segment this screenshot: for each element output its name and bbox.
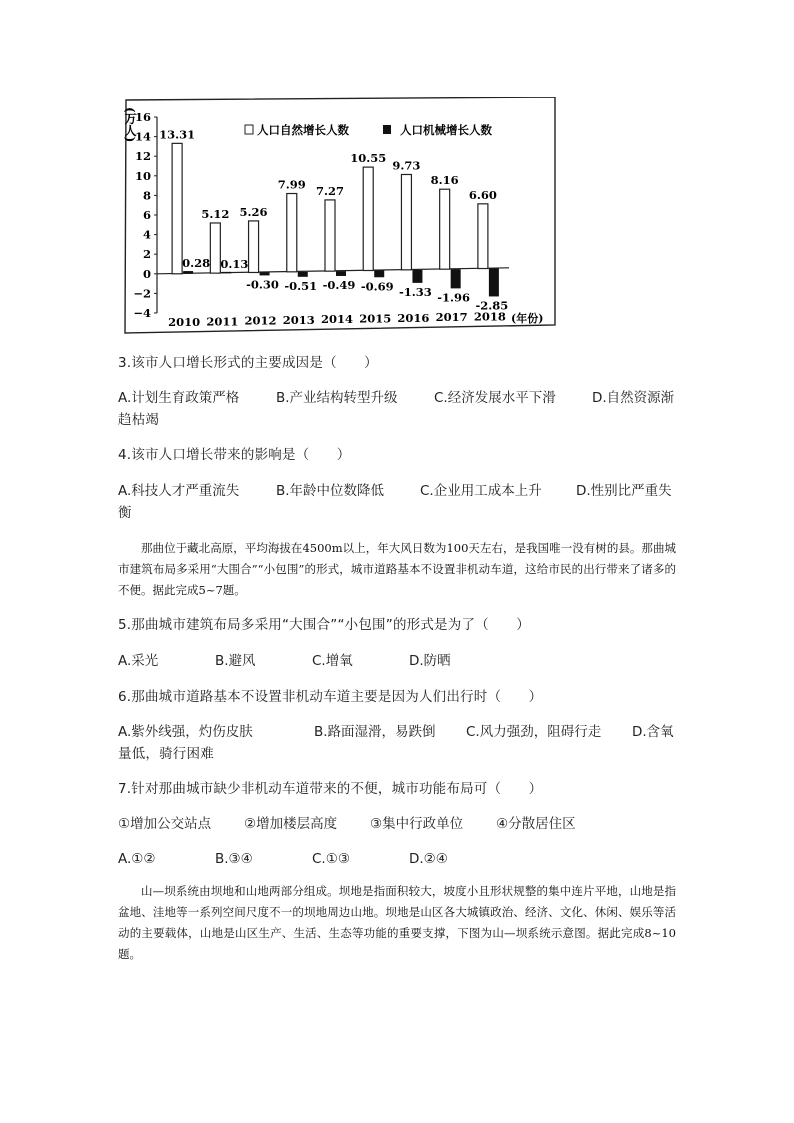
q7-option-d[interactable]: D.②④	[409, 851, 448, 867]
label-mechanical-2017: -1.96	[437, 290, 471, 305]
q3-option-b[interactable]: B.产业结构转型升级	[276, 390, 398, 406]
q7-item-1: ①增加公交站点	[118, 816, 212, 832]
passage-naqu	[118, 538, 676, 601]
label-natural-2016: 9.73	[392, 158, 421, 173]
x-tick-label-2010: 2010	[168, 315, 201, 329]
q4-option-b[interactable]: B.年龄中位数降低	[276, 483, 385, 499]
y-tick-label: 12	[134, 149, 151, 164]
x-tick-label-2015: 2015	[359, 311, 392, 326]
y-tick-label: 10	[134, 168, 151, 183]
q5-option-c[interactable]: C.增氧	[312, 653, 353, 669]
chart-svg	[117, 97, 557, 335]
y-tick-label: 14	[134, 129, 151, 144]
bar-mechanical-2018	[489, 269, 499, 297]
legend-label-mechanical: 人口机械增长人数	[400, 123, 492, 137]
q7-item-2: ②增加楼层高度	[244, 816, 338, 832]
q6-option-c[interactable]: C.风力强劲，阻碍行走	[466, 724, 602, 740]
label-natural-2018: 6.60	[468, 187, 497, 202]
x-tick-label-2014: 2014	[320, 312, 354, 327]
question-5-options	[118, 650, 678, 672]
bar-mechanical-2010	[183, 271, 193, 274]
label-mechanical-2015: -0.69	[360, 279, 394, 294]
q7-option-a[interactable]: A.①②	[118, 851, 156, 867]
question-6-stem: 6.那曲城市道路基本不设置非机动车道主要是因为人们出行时（ ）	[118, 689, 543, 705]
q5-option-b[interactable]: B.避风	[215, 653, 256, 669]
x-tick-label-2011: 2011	[206, 314, 239, 329]
population-growth-chart	[117, 97, 557, 335]
q6-option-b[interactable]: B.路面湿滑，易跌倒	[314, 724, 436, 740]
bar-mechanical-2012	[260, 272, 270, 275]
q4-option-c[interactable]: C.企业用工成本上升	[420, 483, 542, 499]
q6-option-a[interactable]: A.紫外线强，灼伤皮肤	[118, 724, 253, 740]
y-tick-label: 0	[142, 266, 151, 281]
bar-natural-2016	[401, 174, 411, 269]
question-7-options	[118, 848, 678, 870]
bar-mechanical-2016	[412, 270, 422, 283]
bar-natural-2014	[325, 200, 335, 271]
label-natural-2011: 5.12	[201, 206, 230, 221]
label-natural-2010: 13.31	[159, 127, 196, 142]
y-axis-unit-label: (万人)	[123, 107, 137, 143]
question-4-stem: 4.该市人口增长带来的影响是（ ）	[118, 447, 351, 463]
legend-swatch-natural	[245, 125, 253, 134]
label-mechanical-2014: -0.49	[322, 277, 356, 292]
bar-mechanical-2017	[451, 269, 461, 288]
x-tick-label-2016: 2016	[397, 310, 430, 325]
label-mechanical-2016: -1.33	[399, 284, 432, 299]
bar-natural-2012	[249, 221, 259, 273]
label-mechanical-2011: 0.13	[220, 256, 249, 271]
label-natural-2012: 5.26	[239, 204, 268, 219]
q7-item-4: ④分散居住区	[496, 816, 576, 832]
bar-natural-2015	[363, 167, 373, 270]
bar-natural-2017	[440, 189, 450, 269]
y-tick-label: −2	[133, 286, 151, 301]
q7-option-b[interactable]: B.③④	[215, 851, 253, 867]
q7-option-c[interactable]: C.①③	[312, 851, 350, 867]
passage-mountain-dam	[118, 881, 676, 965]
q7-item-3: ③集中行政单位	[370, 816, 464, 832]
x-tick-label-2013: 2013	[282, 312, 315, 327]
question-6-options	[118, 721, 678, 743]
q6-option-d[interactable]: D.含氧	[632, 724, 674, 740]
bar-natural-2013	[287, 194, 297, 272]
y-tick-label: 2	[142, 247, 151, 262]
bar-mechanical-2014	[336, 271, 346, 276]
passage-mountain-dam-text: 山—坝系统由坝地和山地两部分组成。坝地是指面积较大，坡度小且形状规整的集中连片平地，山地是指盆地、洼地等一系列空间尺度不一的坝地周边山地。坝地是山区各大城镇政治、经济、文化、休闲、娱乐等活动的主要载体，山地是山区生产、生活、生态等功能的重要支撑，下图为山—坝系统示意图。据此完成8~10题。	[118, 884, 676, 961]
legend-label-natural: 人口自然增长人数	[257, 123, 349, 137]
q3-option-c[interactable]: C.经济发展水平下滑	[434, 390, 556, 406]
bar-mechanical-2013	[298, 272, 308, 277]
x-axis-unit-label: (年份)	[511, 312, 544, 325]
bar-natural-2011	[210, 223, 220, 273]
q6-option-d-wrap: 量低，骑行困难	[118, 746, 214, 762]
y-tick-label: 4	[142, 227, 151, 242]
question-3-options	[118, 387, 678, 409]
passage-naqu-text: 那曲位于藏北高原，平均海拔在4500m以上，年大风日数为100天左右，是我国唯一没有树的县。那曲城市建筑布局多采用“大围合”“小包围”的形式，城市道路基本不设置非机动车道，这给市民的出行带来了诸多的不便。据此完成5~7题。	[118, 541, 676, 597]
x-tick-label-2012: 2012	[244, 313, 277, 328]
question-3-stem: 3.该市人口增长形式的主要成因是（ ）	[118, 355, 378, 371]
question-7-items	[118, 813, 678, 835]
bar-mechanical-2011	[221, 272, 231, 274]
question-5-stem: 5.那曲城市建筑布局多采用“大围合”“小包围”的形式是为了（ ）	[118, 617, 530, 633]
chart-legend	[245, 123, 492, 137]
label-mechanical-2013: -0.51	[284, 278, 318, 293]
bar-natural-2010	[172, 143, 182, 273]
label-mechanical-2018: -2.85	[475, 298, 509, 313]
q4-option-a[interactable]: A.科技人才严重流失	[118, 483, 240, 499]
label-natural-2017: 8.16	[430, 173, 459, 188]
y-tick-label: 6	[142, 208, 151, 222]
legend-swatch-mechanical	[383, 125, 391, 134]
x-tick-label-2018: 2018	[473, 309, 506, 324]
q4-option-d-wrap: 衡	[118, 505, 132, 521]
q3-option-a[interactable]: A.计划生育政策严格	[118, 390, 240, 406]
q5-option-d[interactable]: D.防晒	[409, 653, 451, 669]
y-tick-label: 16	[134, 110, 151, 124]
label-natural-2013: 7.99	[277, 177, 306, 192]
x-tick-label-2017: 2017	[435, 310, 468, 325]
label-natural-2014: 7.27	[315, 183, 345, 198]
label-mechanical-2010: 0.28	[182, 256, 211, 271]
q3-option-d-wrap: 趋枯竭	[118, 412, 160, 428]
bar-mechanical-2015	[374, 271, 384, 278]
label-mechanical-2012: -0.30	[246, 277, 279, 292]
q3-option-d[interactable]: D.自然资源渐	[592, 390, 675, 406]
question-4-options	[118, 480, 678, 502]
y-tick-label: −4	[133, 306, 151, 320]
y-tick-label: 8	[142, 188, 151, 203]
q5-option-a[interactable]: A.采光	[118, 653, 159, 669]
bar-natural-2018	[478, 204, 488, 269]
q4-option-d[interactable]: D.性别比严重失	[576, 483, 672, 499]
label-natural-2015: 10.55	[350, 151, 387, 166]
question-7-stem: 7.针对那曲城市缺少非机动车道带来的不便，城市功能布局可（ ）	[118, 781, 543, 797]
